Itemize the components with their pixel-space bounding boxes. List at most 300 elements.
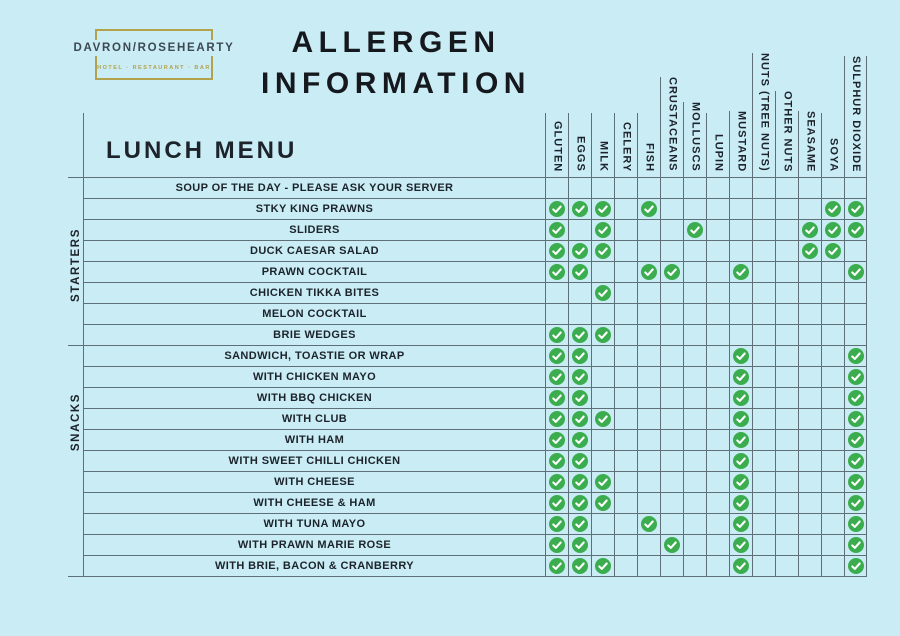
allergen-column-header xyxy=(775,91,798,179)
check-icon xyxy=(549,264,565,280)
group-label-snacks: SNACKS xyxy=(70,392,82,452)
menu-item-cell: DUCK CAESAR SALAD xyxy=(83,241,545,262)
allergen-cell xyxy=(591,304,614,325)
allergen-cell xyxy=(844,409,867,430)
allergen-cell xyxy=(568,178,591,199)
allergen-cell xyxy=(706,346,729,367)
allergen-cell xyxy=(729,472,752,493)
allergen-cell xyxy=(752,472,775,493)
row-gutter xyxy=(68,325,83,346)
allergen-cell xyxy=(798,199,821,220)
allergen-cell xyxy=(545,367,568,388)
allergen-cell xyxy=(798,535,821,556)
allergen-cell xyxy=(614,472,637,493)
allergen-cell xyxy=(637,493,660,514)
allergen-column-label: EGGS xyxy=(574,136,587,172)
allergen-cell xyxy=(844,367,867,388)
allergen-cell xyxy=(821,472,844,493)
allergen-cell xyxy=(821,409,844,430)
allergen-cell xyxy=(545,430,568,451)
check-icon xyxy=(572,390,588,406)
allergen-cell xyxy=(683,283,706,304)
header-gutter-spacer xyxy=(68,169,83,178)
allergen-cell xyxy=(683,388,706,409)
allergen-cell xyxy=(591,493,614,514)
allergen-cell xyxy=(729,451,752,472)
allergen-cell xyxy=(775,514,798,535)
allergen-column-header xyxy=(844,56,867,178)
allergen-cell xyxy=(752,367,775,388)
menu-row xyxy=(68,472,867,493)
allergen-cell xyxy=(821,178,844,199)
allergen-cell xyxy=(821,220,844,241)
check-icon xyxy=(641,516,657,532)
row-gutter xyxy=(68,472,83,493)
check-icon xyxy=(572,327,588,343)
check-icon xyxy=(572,495,588,511)
allergen-cell xyxy=(706,367,729,388)
allergen-cell xyxy=(660,493,683,514)
allergen-cell xyxy=(614,283,637,304)
allergen-cell xyxy=(614,556,637,577)
allergen-cell xyxy=(683,430,706,451)
allergen-cell xyxy=(821,514,844,535)
menu-row xyxy=(68,325,867,346)
allergen-cell xyxy=(798,283,821,304)
allergen-cell xyxy=(683,325,706,346)
allergen-cell xyxy=(729,493,752,514)
allergen-cell xyxy=(706,388,729,409)
allergen-cell xyxy=(729,430,752,451)
allergen-cell xyxy=(614,199,637,220)
allergen-cell xyxy=(660,304,683,325)
allergen-cell xyxy=(706,241,729,262)
allergen-cell xyxy=(844,283,867,304)
logo-name: DAVRON/ROSEHEARTY xyxy=(70,40,239,56)
allergen-cell xyxy=(706,493,729,514)
allergen-cell xyxy=(568,451,591,472)
allergen-column-header xyxy=(591,113,614,178)
menu-item-cell: MELON COCKTAIL xyxy=(83,304,545,325)
check-icon xyxy=(572,243,588,259)
allergen-cell xyxy=(775,472,798,493)
allergen-cell xyxy=(844,241,867,262)
check-icon xyxy=(848,495,864,511)
allergen-cell xyxy=(568,367,591,388)
allergen-cell xyxy=(545,241,568,262)
allergen-cell xyxy=(729,556,752,577)
allergen-cell xyxy=(821,451,844,472)
allergen-cell xyxy=(729,241,752,262)
check-icon xyxy=(733,264,749,280)
allergen-cell xyxy=(752,346,775,367)
allergen-column-header xyxy=(660,77,683,178)
allergen-cell xyxy=(614,220,637,241)
allergen-cell xyxy=(752,262,775,283)
allergen-cell xyxy=(798,262,821,283)
check-icon xyxy=(848,558,864,574)
allergen-cell xyxy=(660,409,683,430)
allergen-cell xyxy=(568,472,591,493)
check-icon xyxy=(572,411,588,427)
title-line-2: INFORMATION xyxy=(261,67,531,100)
allergen-cell xyxy=(545,409,568,430)
check-icon xyxy=(802,243,818,259)
menu-row xyxy=(68,262,867,283)
check-icon xyxy=(733,348,749,364)
allergen-cell xyxy=(568,556,591,577)
menu-item-cell: WITH PRAWN MARIE ROSE xyxy=(83,535,545,556)
allergen-cell xyxy=(775,241,798,262)
allergen-column-header xyxy=(752,53,775,178)
allergen-cell xyxy=(844,493,867,514)
check-icon xyxy=(549,474,565,490)
allergen-cell xyxy=(637,409,660,430)
allergen-cell xyxy=(798,409,821,430)
allergen-cell xyxy=(683,241,706,262)
menu-item-cell: WITH HAM xyxy=(83,430,545,451)
check-icon xyxy=(641,264,657,280)
check-icon xyxy=(848,201,864,217)
allergen-cell xyxy=(775,304,798,325)
allergen-cell xyxy=(752,241,775,262)
allergen-cell xyxy=(706,283,729,304)
allergen-column-label: OTHER NUTS xyxy=(781,90,794,172)
allergen-column-label: SULPHUR DIOXIDE xyxy=(850,55,862,172)
menu-row xyxy=(68,388,867,409)
allergen-cell xyxy=(775,283,798,304)
allergen-cell xyxy=(844,178,867,199)
allergen-cell xyxy=(706,220,729,241)
allergen-cell xyxy=(775,367,798,388)
allergen-cell xyxy=(637,199,660,220)
allergen-cell xyxy=(798,430,821,451)
allergen-cell xyxy=(660,346,683,367)
check-icon xyxy=(549,516,565,532)
allergen-cell xyxy=(752,556,775,577)
check-icon xyxy=(595,495,611,511)
menu-row xyxy=(68,535,867,556)
allergen-header-row xyxy=(68,53,867,178)
menu-item-cell: WITH CHICKEN MAYO xyxy=(83,367,545,388)
menu-row xyxy=(68,346,867,367)
allergen-cell xyxy=(775,409,798,430)
allergen-cell xyxy=(614,304,637,325)
allergen-cell xyxy=(545,535,568,556)
allergen-cell xyxy=(798,367,821,388)
menu-row xyxy=(68,199,867,220)
check-icon xyxy=(802,222,818,238)
allergen-cell xyxy=(729,262,752,283)
allergen-cell xyxy=(752,409,775,430)
check-icon xyxy=(549,222,565,238)
allergen-cell xyxy=(706,262,729,283)
allergen-cell xyxy=(706,178,729,199)
allergen-cell xyxy=(568,199,591,220)
check-icon xyxy=(572,537,588,553)
allergen-cell xyxy=(821,241,844,262)
allergen-cell xyxy=(752,178,775,199)
allergen-cell xyxy=(706,199,729,220)
allergen-cell xyxy=(798,241,821,262)
lunch-menu-heading: LUNCH MENU xyxy=(83,113,545,178)
allergen-cell xyxy=(683,178,706,199)
allergen-cell xyxy=(752,535,775,556)
allergen-cell xyxy=(545,451,568,472)
allergen-cell xyxy=(775,199,798,220)
allergen-cell xyxy=(752,283,775,304)
allergen-cell xyxy=(821,367,844,388)
allergen-cell xyxy=(844,535,867,556)
allergen-cell xyxy=(545,325,568,346)
allergen-cell xyxy=(729,178,752,199)
check-icon xyxy=(549,348,565,364)
allergen-cell xyxy=(637,451,660,472)
allergen-cell xyxy=(591,220,614,241)
allergen-cell xyxy=(844,262,867,283)
check-icon xyxy=(549,390,565,406)
allergen-cell xyxy=(568,283,591,304)
allergen-cell xyxy=(545,304,568,325)
allergen-cell xyxy=(775,178,798,199)
allergen-cell xyxy=(591,346,614,367)
allergen-cell xyxy=(660,262,683,283)
allergen-cell xyxy=(591,430,614,451)
allergen-cell xyxy=(821,556,844,577)
row-gutter xyxy=(68,367,83,388)
allergen-cell xyxy=(844,451,867,472)
check-icon xyxy=(595,474,611,490)
allergen-cell xyxy=(821,388,844,409)
allergen-cell xyxy=(637,178,660,199)
check-icon xyxy=(572,264,588,280)
check-icon xyxy=(549,432,565,448)
row-gutter xyxy=(68,178,83,199)
allergen-cell xyxy=(729,346,752,367)
check-icon xyxy=(572,516,588,532)
allergen-cell xyxy=(591,367,614,388)
allergen-cell xyxy=(752,199,775,220)
allergen-cell xyxy=(683,493,706,514)
allergen-cell xyxy=(637,304,660,325)
allergen-column-header xyxy=(821,113,844,178)
allergen-cell xyxy=(729,304,752,325)
allergen-cell xyxy=(614,262,637,283)
check-icon xyxy=(848,390,864,406)
menu-item-cell: WITH TUNA MAYO xyxy=(83,514,545,535)
allergen-cell xyxy=(660,556,683,577)
menu-item-cell: SANDWICH, TOASTIE OR WRAP xyxy=(83,346,545,367)
check-icon xyxy=(572,474,588,490)
allergen-cell xyxy=(568,409,591,430)
allergen-cell xyxy=(798,220,821,241)
allergen-cell xyxy=(821,304,844,325)
allergen-cell xyxy=(821,199,844,220)
check-icon xyxy=(733,495,749,511)
menu-item-cell: STKY KING PRAWNS xyxy=(83,199,545,220)
allergen-cell xyxy=(568,514,591,535)
allergen-cell xyxy=(591,262,614,283)
allergen-cell xyxy=(798,346,821,367)
menu-item-cell: SLIDERS xyxy=(83,220,545,241)
allergen-cell xyxy=(591,178,614,199)
check-icon xyxy=(572,201,588,217)
allergen-cell xyxy=(775,430,798,451)
check-icon xyxy=(595,327,611,343)
allergen-cell xyxy=(798,304,821,325)
check-icon xyxy=(848,369,864,385)
allergen-cell xyxy=(660,535,683,556)
allergen-cell xyxy=(591,472,614,493)
allergen-cell xyxy=(821,493,844,514)
menu-row xyxy=(68,283,867,304)
allergen-cell xyxy=(821,262,844,283)
allergen-cell xyxy=(683,304,706,325)
allergen-cell xyxy=(614,451,637,472)
menu-item-cell: WITH CLUB xyxy=(83,409,545,430)
check-icon xyxy=(572,348,588,364)
allergen-cell xyxy=(752,388,775,409)
allergen-column-label: MILK xyxy=(597,141,610,172)
group-label-starters: STARTERS xyxy=(70,228,82,302)
row-gutter xyxy=(68,535,83,556)
allergen-cell xyxy=(729,514,752,535)
check-icon xyxy=(848,222,864,238)
allergen-cell xyxy=(614,325,637,346)
row-gutter xyxy=(68,514,83,535)
menu-item-cell: PRAWN COCKTAIL xyxy=(83,262,545,283)
row-gutter xyxy=(68,493,83,514)
check-icon xyxy=(664,264,680,280)
allergen-cell xyxy=(660,472,683,493)
check-icon xyxy=(595,201,611,217)
allergen-column-label: MUSTARD xyxy=(735,110,748,172)
check-icon xyxy=(848,348,864,364)
allergen-column-header xyxy=(614,113,637,178)
allergen-cell xyxy=(660,514,683,535)
allergen-cell xyxy=(706,430,729,451)
allergen-column-label: FISH xyxy=(643,142,656,172)
row-gutter xyxy=(68,451,83,472)
allergen-column-header xyxy=(706,113,729,178)
allergen-cell xyxy=(821,325,844,346)
allergen-cell xyxy=(775,325,798,346)
allergen-cell xyxy=(775,346,798,367)
check-icon xyxy=(549,453,565,469)
allergen-cell xyxy=(568,346,591,367)
allergen-cell xyxy=(637,388,660,409)
allergen-cell xyxy=(614,535,637,556)
row-gutter xyxy=(68,346,83,367)
check-icon xyxy=(733,411,749,427)
allergen-cell xyxy=(775,262,798,283)
allergen-cell xyxy=(545,493,568,514)
check-icon xyxy=(733,516,749,532)
check-icon xyxy=(733,453,749,469)
allergen-column-header xyxy=(568,113,591,178)
allergen-cell xyxy=(844,346,867,367)
check-icon xyxy=(595,285,611,301)
allergen-cell xyxy=(614,409,637,430)
menu-item-cell: CHICKEN TIKKA BITES xyxy=(83,283,545,304)
allergen-column-label: CELERY xyxy=(620,121,633,172)
allergen-cell xyxy=(660,241,683,262)
allergen-cell xyxy=(660,325,683,346)
allergen-cell xyxy=(545,220,568,241)
check-icon xyxy=(549,558,565,574)
allergen-cell xyxy=(706,472,729,493)
check-icon xyxy=(549,411,565,427)
menu-item-cell: WITH CHEESE xyxy=(83,472,545,493)
menu-item-cell: WITH BBQ CHICKEN xyxy=(83,388,545,409)
menu-row xyxy=(68,241,867,262)
check-icon xyxy=(572,369,588,385)
allergen-cell xyxy=(568,220,591,241)
allergen-cell xyxy=(545,178,568,199)
allergen-cell xyxy=(683,535,706,556)
allergen-cell xyxy=(637,367,660,388)
allergen-cell xyxy=(729,220,752,241)
allergen-cell xyxy=(614,514,637,535)
allergen-cell xyxy=(706,514,729,535)
check-icon xyxy=(848,411,864,427)
allergen-cell xyxy=(798,325,821,346)
allergen-cell xyxy=(683,220,706,241)
check-icon xyxy=(595,558,611,574)
menu-item-cell: WITH CHEESE & HAM xyxy=(83,493,545,514)
allergen-cell xyxy=(729,325,752,346)
allergen-cell xyxy=(545,514,568,535)
allergen-cell xyxy=(775,493,798,514)
allergen-cell xyxy=(614,430,637,451)
check-icon xyxy=(848,474,864,490)
allergen-cell xyxy=(729,535,752,556)
allergen-cell xyxy=(591,325,614,346)
check-icon xyxy=(848,264,864,280)
allergen-cell xyxy=(683,199,706,220)
check-icon xyxy=(848,537,864,553)
allergen-cell xyxy=(683,346,706,367)
check-icon xyxy=(595,411,611,427)
allergen-cell xyxy=(683,556,706,577)
check-icon xyxy=(825,243,841,259)
allergen-cell xyxy=(706,304,729,325)
allergen-cell xyxy=(591,409,614,430)
allergen-cell xyxy=(706,451,729,472)
allergen-cell xyxy=(660,199,683,220)
check-icon xyxy=(549,201,565,217)
allergen-cell xyxy=(545,556,568,577)
row-gutter xyxy=(68,199,83,220)
check-icon xyxy=(825,201,841,217)
allergen-cell xyxy=(614,493,637,514)
allergen-cell xyxy=(752,325,775,346)
allergen-cell xyxy=(821,283,844,304)
allergen-cell xyxy=(591,514,614,535)
check-icon xyxy=(549,243,565,259)
check-icon xyxy=(733,369,749,385)
allergen-cell xyxy=(637,346,660,367)
allergen-cell xyxy=(706,556,729,577)
allergen-cell xyxy=(614,346,637,367)
allergen-column-label: SOYA xyxy=(827,137,840,172)
allergen-cell xyxy=(729,283,752,304)
check-icon xyxy=(848,516,864,532)
check-icon xyxy=(549,369,565,385)
menu-row xyxy=(68,430,867,451)
allergen-cell xyxy=(660,430,683,451)
allergen-cell xyxy=(752,220,775,241)
